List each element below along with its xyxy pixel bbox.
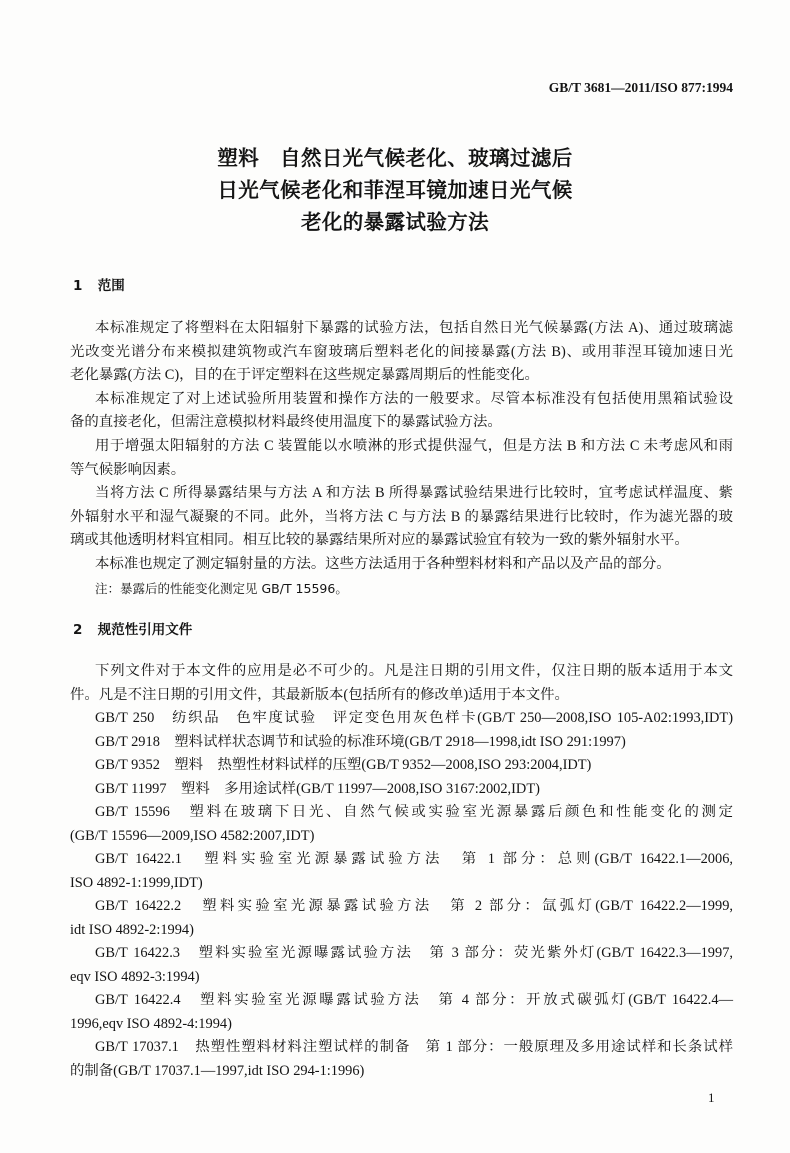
reference-line: GB/T 16422.2 塑料实验室光源暴露试验方法 第 2 部分：氙弧灯(GB/T 16422.2—1999, — [95, 898, 733, 914]
reference-line: GB/T 250 纺织品 色牢度试验 评定变色用灰色样卡(GB/T 250—2008,ISO 105-A02:1993,IDT) — [95, 710, 733, 726]
text-line: 璃或其他透明材料宜相同。相互比较的暴露结果所对应的暴露试验宜有较为一致的紫外辐射水平。 — [70, 532, 689, 549]
reference-line: GB/T 17037.1 热塑性塑料材料注塑试样的制备 第 1 部分：一般原理及多用途试样和长条试样 — [95, 1039, 733, 1055]
text-line: 用于增强太阳辐射的方法 C 装置能以水喷淋的形式提供湿气，但是方法 B 和方法 C 未考虑风和雨 — [95, 437, 733, 454]
reference-line: GB/T 16422.1 塑料实验室光源暴露试验方法 第 1 部分：总则(GB/T 16422.1—2006, — [95, 851, 733, 867]
text-line: 本标准也规定了测定辐射量的方法。这些方法适用于各种塑料材料和产品以及产品的部分。 — [95, 555, 671, 572]
reference-entry — [70, 707, 733, 731]
reference-line: GB/T 9352 塑料 热塑性材料试样的压塑(GB/T 9352—2008,ISO 293:2004,IDT) — [95, 757, 592, 773]
reference-entry — [70, 895, 733, 942]
reference-line: GB/T 16422.3 塑料实验室光源曝露试验方法 第 3 部分：荧光紫外灯(GB/T 16422.3—1997, — [95, 945, 733, 961]
reference-line: GB/T 11997 塑料 多用途试样(GB/T 11997—2008,ISO 3167:2002,IDT) — [95, 780, 540, 797]
text-line: 本标准规定了对上述试验所用装置和操作方法的一般要求。尽管本标准没有包括使用黑箱试验设 — [95, 390, 733, 407]
paragraph — [70, 317, 733, 388]
reference-entry — [70, 778, 733, 802]
section-title: 范围 — [97, 278, 125, 294]
reference-line: 1996,eqv ISO 4892-4:1994) — [70, 1015, 232, 1032]
reference-entry — [70, 754, 733, 778]
note: 注：暴露后的性能变化测定见 GB/T 15596。 — [95, 580, 348, 596]
paragraph — [70, 435, 733, 482]
section-heading — [73, 276, 125, 296]
reference-line: eqv ISO 4892-3:1994) — [70, 968, 200, 985]
document-title — [0, 142, 790, 238]
reference-entry — [70, 989, 733, 1036]
reference-entry — [70, 942, 733, 989]
reference-line: ISO 4892-1:1999,IDT) — [70, 874, 203, 891]
reference-line: (GB/T 15596—2009,ISO 4582:2007,IDT) — [70, 827, 315, 844]
paragraph — [70, 553, 733, 577]
text-line: 外辐射水平和湿气凝聚的不同。此外，当将方法 C 与方法 B 的暴露结果进行比较时，作为滤光器的玻 — [70, 508, 733, 525]
text-line: 老化暴露(方法 C)，目的在于评定塑料在这些规定暴露周期后的性能变化。 — [70, 367, 539, 384]
paragraph — [70, 482, 733, 553]
reference-line: 的制备(GB/T 17037.1—1997,idt ISO 294-1:1996) — [70, 1062, 365, 1079]
title-line: 日光气候老化和菲涅耳镜加速日光气候 — [217, 178, 573, 202]
reference-line: idt ISO 4892-2:1994) — [70, 921, 194, 938]
section-body — [70, 317, 733, 600]
text-line: 光改变光谱分布来模拟建筑物或汽车窗玻璃后塑料老化的间接暴露(方法 B)、或用菲涅耳镜加速日光 — [70, 343, 733, 360]
text-line: 件。凡是不注日期的引用文件，其最新版本(包括所有的修改单)适用于本文件。 — [70, 686, 569, 703]
reference-entry — [70, 731, 733, 755]
text-line: 下列文件对于本文件的应用是必不可少的。凡是注日期的引用文件，仅注日期的版本适用于本文 — [95, 663, 733, 679]
text-line: 本标准规定了将塑料在太阳辐射下暴露的试验方法，包括自然日光气候暴露(方法 A)、通过玻璃滤 — [95, 320, 733, 336]
text-line: 当将方法 C 所得暴露结果与方法 A 和方法 B 所得暴露试验结果进行比较时，宜考虑试样温度、紫 — [95, 485, 733, 502]
standard-code-header: GB/T 3681—2011/ISO 877:1994 — [548, 80, 733, 95]
reference-line: GB/T 16422.4 塑料实验室光源曝露试验方法 第 4 部分：开放式碳弧灯(GB/T 16422.4— — [95, 992, 733, 1008]
reference-line: GB/T 15596 塑料在玻璃下日光、自然气候或实验室光源暴露后颜色和性能变化的测定 — [95, 804, 733, 820]
section-heading — [73, 620, 192, 640]
reference-entry — [70, 848, 733, 895]
section-number: 1 — [73, 278, 83, 294]
reference-line: GB/T 2918 塑料试样状态调节和试验的标准环境(GB/T 2918—1998,idt ISO 291:1997) — [95, 733, 626, 750]
title-line: 塑料 自然日光气候老化、玻璃过滤后 — [217, 146, 573, 170]
section-number: 2 — [73, 622, 83, 638]
paragraph — [70, 388, 733, 435]
section-body — [70, 660, 733, 1083]
reference-entry — [70, 1036, 733, 1083]
title-line: 老化的暴露试验方法 — [300, 210, 490, 234]
page-number: 1 — [708, 1090, 715, 1105]
paragraph — [70, 660, 733, 707]
section-title: 规范性引用文件 — [97, 622, 193, 638]
text-line: 备的直接老化，但需注意模拟材料最终使用温度下的暴露试验方法。 — [70, 414, 502, 431]
text-line: 等气候影响因素。 — [70, 461, 186, 478]
reference-entry — [70, 801, 733, 848]
